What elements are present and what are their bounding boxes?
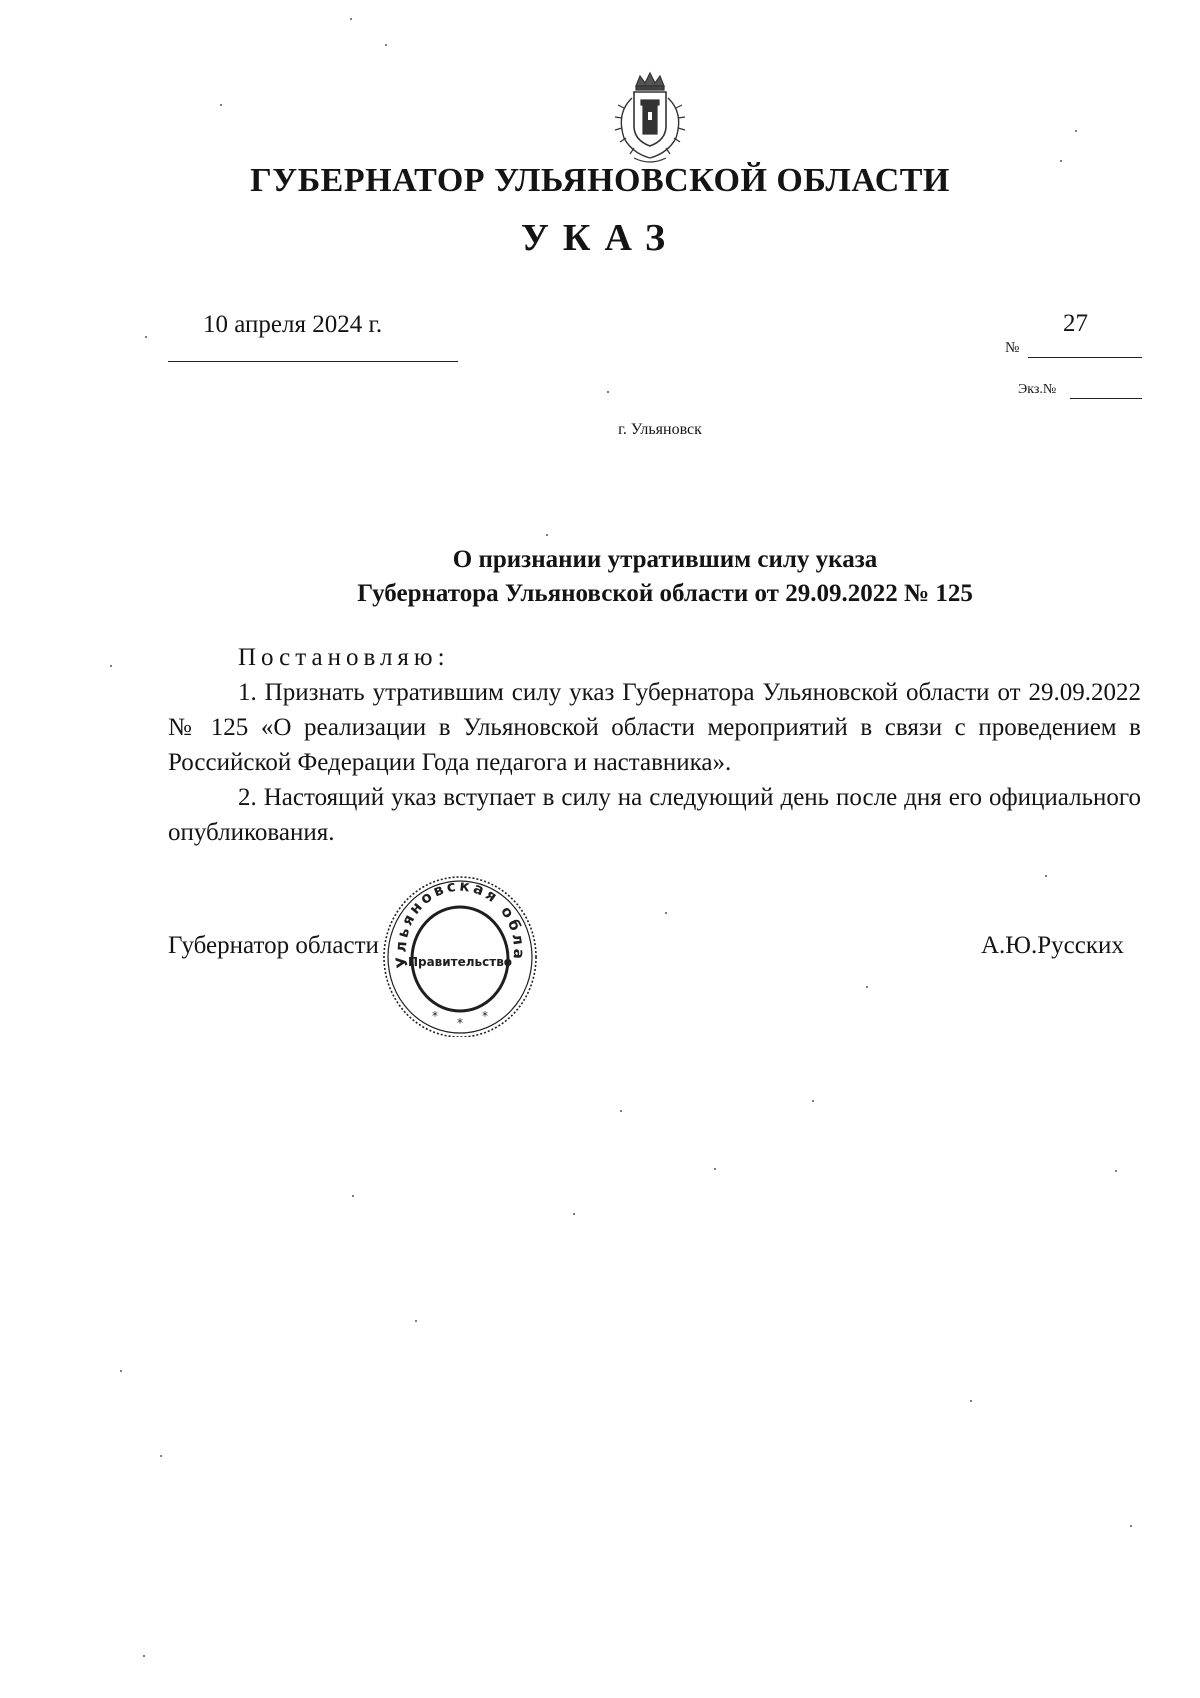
document-city: г. Ульяновск bbox=[618, 421, 702, 438]
number-underline bbox=[1028, 357, 1142, 358]
svg-text:*: * bbox=[432, 1009, 438, 1023]
copy-number-underline bbox=[1070, 398, 1142, 399]
document-body bbox=[168, 640, 1141, 850]
copy-number-label: Экз.№ bbox=[1018, 382, 1057, 397]
svg-text:Ульяновская область bbox=[380, 867, 528, 969]
signatory-name: А.Ю.Русских bbox=[981, 932, 1124, 959]
paragraph-2: 2. Настоящий указ вступает в силу на следующий день после дня его официального опубликования. bbox=[168, 784, 1141, 846]
signatory-role: Губернатор области bbox=[168, 932, 379, 959]
number-label: № bbox=[1005, 340, 1020, 356]
heading-line-2: Губернатора Ульяновской области от 29.09.2022 № 125 bbox=[357, 580, 973, 607]
seal-outer-text: Ульяновская обла bbox=[391, 876, 529, 970]
document-type-title: УКАЗ bbox=[521, 217, 679, 259]
seal-center-text: Правительство bbox=[407, 955, 513, 969]
date-underline bbox=[168, 361, 458, 362]
decree-word: Постановляю: bbox=[238, 644, 450, 671]
document-number: 27 bbox=[1063, 310, 1088, 337]
paragraph-1: 1. Признать утратившим силу указ Губернатора Ульяновской области от 29.09.2022 № 125 «О реализации в Ульяновской области мероприятий в связи с проведением в Российской Федерации Года педагога и наставника». bbox=[168, 679, 1141, 776]
document-date: 10 апреля 2024 г. bbox=[203, 311, 383, 338]
svg-text:*: * bbox=[482, 1009, 488, 1023]
heading-line-1: О признании утратившим силу указа bbox=[452, 546, 878, 573]
coat-of-arms-emblem bbox=[604, 68, 696, 168]
issuer-title: ГУБЕРНАТОР УЛЬЯНОВСКОЙ ОБЛАСТИ bbox=[250, 162, 950, 199]
document-heading bbox=[150, 543, 1180, 611]
svg-text:*: * bbox=[457, 1016, 463, 1030]
official-seal-stamp bbox=[380, 867, 540, 1037]
